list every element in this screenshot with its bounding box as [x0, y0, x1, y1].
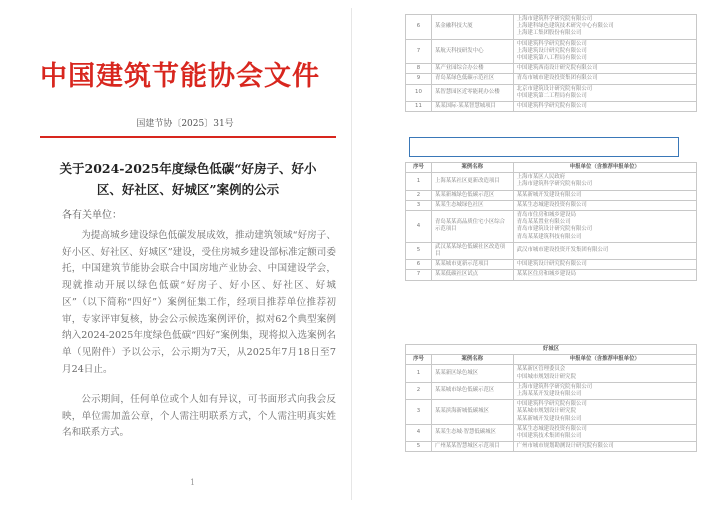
table-row: [406, 15, 697, 40]
applicant-unit: 中国城市规划设计研究院: [516, 373, 576, 380]
applicant-unit: 上海市建筑科学研究院有限公司: [516, 383, 593, 390]
table-row: [406, 211, 697, 243]
applicant-units: [513, 173, 696, 190]
table-row: [406, 64, 697, 74]
case-name: 某航天科技研发中心: [431, 39, 513, 64]
applicant-unit: 某某区住房和城乡建设局: [516, 271, 576, 278]
row-number: 1: [406, 365, 432, 382]
letterhead-rule: [40, 136, 336, 138]
case-name: 案例名称: [431, 163, 513, 173]
case-name: 某产业园综合办公楼: [431, 64, 513, 74]
applicant-unit: 中国建筑科学研究院有限公司: [516, 40, 587, 47]
applicant-units: [513, 242, 696, 259]
applicant-unit: 广州市城市规划勘测设计研究院有限公司: [516, 443, 614, 450]
applicant-unit: 武汉市城市建设投资开发集团有限公司: [516, 247, 609, 254]
applicant-units: [513, 365, 696, 382]
applicant-unit: 中国建筑第八工程局有限公司: [516, 55, 587, 62]
applicant-units: [513, 15, 696, 40]
letterhead: 中国建筑节能协会文件: [40, 61, 320, 92]
applicant-units: [513, 270, 696, 280]
applicant-units: [513, 260, 696, 270]
row-number: 6: [406, 15, 432, 40]
case-name: 某某城市绿色低碳示范区: [431, 382, 513, 399]
case-table-districts: [405, 344, 697, 452]
row-number: 11: [406, 102, 432, 112]
row-number: 4: [406, 424, 432, 441]
applicant-unit: 青岛市住房和城乡建设局: [516, 212, 576, 219]
case-table-top: [405, 14, 697, 112]
section-title: 好城区: [406, 345, 697, 355]
case-name: 青岛某某高品质住宅小区综合示范项目: [431, 211, 513, 243]
row-number: 9: [406, 74, 432, 84]
body-paragraph-1: 为提高城乡建设绿色低碳发展成效，推动建筑领域“好房子、好小区、好社区、好城区”建设，受住房城乡建设部标准定额司委托，中国建筑节能协会联合中国房地产业协会、中国建设学会，现就推动开展以绿色低碳“好房子、好小区、好社区、好城区”（以下简称“四好”）案例征集工作，经项目推荐单位推荐初审，专家评审复核，协会公示候选案例评价，拟对62个典型案例纳入2024-2025年度绿色低碳“四好”案例集，现将拟入选案例名单（见附件）予以公示，公示期为7天，从2025年7月18日至7月24日止。: [62, 230, 336, 375]
applicant-unit: 青岛某某置业有限公司: [516, 219, 571, 226]
applicant-unit: 上海建工集团股份有限公司: [516, 30, 582, 37]
table-row: [406, 382, 697, 399]
applicant-unit: 某某新区管理委员会: [516, 366, 566, 373]
table-row: [406, 84, 697, 101]
applicant-units: [513, 382, 696, 399]
table-row: [406, 400, 697, 425]
document-title: 关于2024-2025年度绿色低碳“好房子、好小区、好社区、好城区”案例的公示: [59, 161, 317, 197]
case-name: 某某生态城·智慧低碳城区: [431, 424, 513, 441]
applicant-units: [513, 74, 696, 84]
case-name: 某金融科技大厦: [431, 15, 513, 40]
row-number: 6: [406, 260, 432, 270]
case-name: 某某城市更新示范项目: [431, 260, 513, 270]
section-row: [406, 345, 697, 355]
table-row: [406, 173, 697, 190]
row-number: 7: [406, 270, 432, 280]
row-number: 8: [406, 64, 432, 74]
applicant-units: [513, 102, 696, 112]
applicant-units: [513, 190, 696, 200]
table-row: [406, 190, 697, 200]
applicant-unit: 某某生态城建设投资有限公司: [516, 201, 587, 208]
table-header-row: [406, 163, 697, 173]
applicant-unit: 上海市建筑科学研究院有限公司: [516, 16, 593, 22]
applicant-unit: 中国建筑西南设计研究院有限公司: [516, 65, 598, 72]
case-name: 某某滨海新城低碳城区: [431, 400, 513, 425]
applicant-unit: 某某新城开发建设有限公司: [516, 415, 582, 422]
row-number: 2: [406, 190, 432, 200]
applicant-unit: 上海市建筑科学研究院有限公司: [516, 181, 593, 188]
table-row: [406, 102, 697, 112]
table-row: [406, 200, 697, 210]
applicant-units: [513, 200, 696, 210]
applicant-units: 申报单位（含推荐申报单位）: [513, 355, 696, 365]
row-number: 10: [406, 84, 432, 101]
case-name: 某某新城绿色低碳示范区: [431, 190, 513, 200]
row-highlight-box: [409, 137, 679, 157]
applicant-unit: 中国建筑技术集团有限公司: [516, 433, 582, 440]
table-row: [406, 74, 697, 84]
body-paragraph-2: 公示期间，任何单位或个人如有异议，可书面形式向我会反映，单位需加盖公章，个人需注明联系方式，个人需注明真实姓名和联系方式。: [62, 394, 336, 439]
table-row: [406, 260, 697, 270]
case-name: 某某新区绿色城区: [431, 365, 513, 382]
case-table-communities: [405, 162, 697, 281]
applicant-units: [513, 400, 696, 425]
case-name: 某某低碳社区试点: [431, 270, 513, 280]
applicant-unit: 某某新城开发建设有限公司: [516, 191, 582, 198]
applicant-unit: 上海某某开发建设有限公司: [516, 391, 582, 398]
applicant-units: [513, 211, 696, 243]
row-number: 5: [406, 442, 432, 452]
table-row: [406, 442, 697, 452]
row-number: 5: [406, 242, 432, 259]
case-name: 某某生态城绿色社区: [431, 200, 513, 210]
row-number: 7: [406, 39, 432, 64]
applicant-unit: 上海建科绿色建筑技术研究中心有限公司: [516, 23, 614, 30]
row-number: 3: [406, 200, 432, 210]
document-number: 国建节协〔2025〕31号: [136, 119, 234, 129]
applicant-unit: 中国建筑设计研究院有限公司: [516, 261, 587, 268]
table-row: [406, 242, 697, 259]
applicant-unit: 某某生态城建设投资有限公司: [516, 425, 587, 432]
applicant-unit: 中国建筑科学研究院有限公司: [516, 103, 587, 110]
page-number: 1: [190, 478, 196, 487]
table-header-row: [406, 355, 697, 365]
table-row: [406, 39, 697, 64]
row-number: 2: [406, 382, 432, 399]
applicant-units: [513, 84, 696, 101]
case-name: 某智慧园区近零能耗办公楼: [431, 84, 513, 101]
applicant-unit: 青岛市建筑设计研究院有限公司: [516, 226, 593, 233]
row-number: 序号: [406, 163, 432, 173]
applicant-units: [513, 442, 696, 452]
row-number: 序号: [406, 355, 432, 365]
case-name: 青岛某绿色低碳示范社区: [431, 74, 513, 84]
applicant-unit: 中国建筑科学研究院有限公司: [516, 401, 587, 408]
applicant-unit: 青岛市城市建设投资集团有限公司: [516, 75, 598, 82]
row-number: 3: [406, 400, 432, 425]
case-name: 案例名称: [431, 355, 513, 365]
case-name: 上海某某社区更新改造项目: [431, 173, 513, 190]
document-page-right: [405, 14, 697, 492]
row-number: 1: [406, 173, 432, 190]
applicant-units: 申报单位（含推荐申报单位）: [513, 163, 696, 173]
salutation: 各有关单位：: [62, 210, 122, 221]
applicant-unit: 中国建筑第二工程局有限公司: [516, 92, 587, 99]
table-row: [406, 270, 697, 280]
applicant-unit: 上海建筑设计研究院有限公司: [516, 47, 587, 54]
applicant-unit: 某某城市规划设计研究院: [516, 408, 576, 415]
applicant-units: [513, 64, 696, 74]
table-row: [406, 365, 697, 382]
case-name: 广州某某智慧城区示范项目: [431, 442, 513, 452]
applicant-unit: 上海市某区人民政府: [516, 174, 566, 181]
document-page-left: [18, 8, 352, 500]
applicant-units: [513, 424, 696, 441]
applicant-unit: 青岛某某建筑科技有限公司: [516, 233, 582, 240]
applicant-unit: 北京市建筑设计研究院有限公司: [516, 85, 593, 92]
table-row: [406, 424, 697, 441]
applicant-units: [513, 39, 696, 64]
case-name: 武汉某某绿色低碳社区改造项目: [431, 242, 513, 259]
case-name: 某某国际·某某智慧城项目: [431, 102, 513, 112]
row-number: 4: [406, 211, 432, 243]
